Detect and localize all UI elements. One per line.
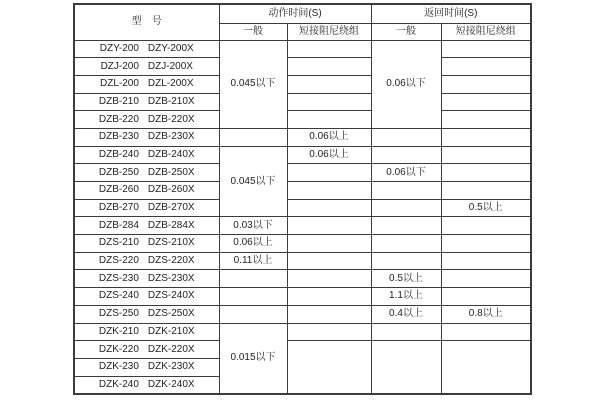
- return-general-cell: [371, 235, 441, 253]
- return-damping-cell: [441, 93, 531, 111]
- action-damping-cell: [287, 288, 371, 306]
- model-cell: [74, 217, 219, 235]
- action-general-cell: 0.045以下: [219, 40, 287, 128]
- return-general-cell: 0.5以上: [371, 270, 441, 288]
- model-number-variant: DZB-220X: [147, 113, 195, 125]
- return-damping-cell: [441, 235, 531, 253]
- model-number: DZS-220: [98, 255, 139, 267]
- return-general-cell: 0.06以下: [371, 40, 441, 128]
- action-general-cell: [219, 288, 287, 306]
- model-cell: [74, 252, 219, 270]
- return-general-cell: [371, 217, 441, 235]
- action-damping-cell: [287, 341, 371, 394]
- action-damping-cell: [287, 252, 371, 270]
- model-number-variant: DZB-284X: [147, 219, 195, 231]
- model-cell: [74, 199, 219, 217]
- header-return-damping: 短接阻尼绕组: [441, 23, 531, 40]
- return-damping-cell: [441, 58, 531, 76]
- model-number: DZB-270: [98, 202, 139, 214]
- header-action-general: 一般: [219, 23, 287, 40]
- table-row: [74, 58, 531, 76]
- model-number-variant: DZS-230X: [147, 272, 195, 284]
- model-number: DZK-240: [98, 378, 139, 390]
- table-row: [74, 217, 531, 235]
- return-damping-cell: 0.5以上: [441, 199, 531, 217]
- model-number: DZK-230: [98, 361, 139, 373]
- return-damping-cell: [441, 75, 531, 93]
- header-model: 型 号: [74, 4, 219, 40]
- return-damping-cell: 0.8以上: [441, 305, 531, 323]
- action-general-cell: 0.03以下: [219, 217, 287, 235]
- model-cell: [74, 75, 219, 93]
- action-general-cell: [219, 128, 287, 146]
- return-damping-cell: [441, 217, 531, 235]
- action-damping-cell: 0.06以上: [287, 128, 371, 146]
- model-cell: [74, 40, 219, 58]
- return-general-cell: [371, 341, 441, 394]
- model-number: DZS-240: [98, 290, 139, 302]
- action-general-cell: 0.11以上: [219, 252, 287, 270]
- model-number-variant: DZL-200X: [147, 78, 194, 90]
- table-row: [74, 270, 531, 288]
- model-number-variant: DZY-200X: [147, 42, 194, 54]
- header-return-time: 返回时间(S): [371, 4, 531, 23]
- return-general-cell: [371, 323, 441, 341]
- model-number-variant: DZS-220X: [147, 255, 195, 267]
- return-general-cell: [371, 146, 441, 164]
- return-damping-cell: [441, 252, 531, 270]
- model-number-variant: DZB-250X: [147, 166, 195, 178]
- return-damping-cell: [441, 111, 531, 129]
- model-cell: [74, 93, 219, 111]
- action-damping-cell: 0.06以上: [287, 146, 371, 164]
- header-return-general: 一般: [371, 23, 441, 40]
- model-number: DZK-220: [98, 343, 139, 355]
- model-cell: [74, 164, 219, 182]
- action-damping-cell: [287, 305, 371, 323]
- model-number-variant: DZK-230X: [147, 361, 195, 373]
- action-damping-cell: [287, 270, 371, 288]
- return-damping-cell: [441, 323, 531, 341]
- model-number-variant: DZJ-200X: [147, 60, 193, 72]
- model-cell: [74, 235, 219, 253]
- model-number-variant: DZS-240X: [147, 290, 195, 302]
- action-damping-cell: [287, 111, 371, 129]
- return-damping-cell: [441, 288, 531, 306]
- model-number-variant: DZS-250X: [147, 308, 195, 320]
- return-general-cell: [371, 128, 441, 146]
- return-damping-cell: [441, 341, 531, 394]
- action-damping-cell: [287, 40, 371, 58]
- model-number: DZL-200: [100, 78, 139, 90]
- action-damping-cell: [287, 93, 371, 111]
- return-damping-cell: [441, 128, 531, 146]
- model-number: DZB-250: [98, 166, 139, 178]
- model-number: DZB-240: [98, 148, 139, 160]
- model-number: DZB-284: [98, 219, 139, 231]
- model-number: DZJ-200: [100, 60, 139, 72]
- model-number-variant: DZK-210X: [147, 325, 195, 337]
- model-cell: [74, 288, 219, 306]
- model-cell: [74, 182, 219, 200]
- model-number-variant: DZB-210X: [147, 95, 195, 107]
- return-general-cell: [371, 199, 441, 217]
- table-row: [74, 252, 531, 270]
- table-row: [74, 305, 531, 323]
- model-cell: [74, 323, 219, 341]
- action-general-cell: 0.06以上: [219, 235, 287, 253]
- model-number-variant: DZK-240X: [147, 378, 195, 390]
- action-damping-cell: [287, 199, 371, 217]
- action-general-cell: 0.015以下: [219, 323, 287, 394]
- model-cell: [74, 111, 219, 129]
- model-cell: [74, 305, 219, 323]
- return-damping-cell: [441, 40, 531, 58]
- table-row: [74, 341, 531, 359]
- return-damping-cell: [441, 146, 531, 164]
- model-number: DZB-260: [98, 184, 139, 196]
- return-damping-cell: [441, 164, 531, 182]
- model-number-variant: DZB-260X: [147, 184, 195, 196]
- model-number: DZB-220: [98, 113, 139, 125]
- table-row: [74, 288, 531, 306]
- table-row: [74, 323, 531, 341]
- action-damping-cell: [287, 323, 371, 341]
- action-general-cell: [219, 305, 287, 323]
- model-number: DZB-230: [98, 131, 139, 143]
- return-general-cell: 0.06以下: [371, 164, 441, 182]
- action-damping-cell: [287, 58, 371, 76]
- model-cell: [74, 376, 219, 394]
- model-number-variant: DZB-270X: [147, 202, 195, 214]
- action-damping-cell: [287, 75, 371, 93]
- return-general-cell: [371, 182, 441, 200]
- model-number: DZK-210: [98, 325, 139, 337]
- model-cell: [74, 58, 219, 76]
- table-row: [74, 164, 531, 182]
- table-row: [74, 75, 531, 93]
- model-number: DZB-210: [98, 95, 139, 107]
- model-number: DZS-250: [98, 308, 139, 320]
- action-damping-cell: [287, 164, 371, 182]
- table-row: [74, 128, 531, 146]
- model-cell: [74, 358, 219, 376]
- relay-spec-table: [73, 3, 532, 395]
- action-damping-cell: [287, 217, 371, 235]
- table-row: [74, 182, 531, 200]
- action-damping-cell: [287, 182, 371, 200]
- return-damping-cell: [441, 182, 531, 200]
- model-number-variant: DZS-210X: [147, 237, 195, 249]
- action-general-cell: 0.045以下: [219, 146, 287, 217]
- model-number: DZS-230: [98, 272, 139, 284]
- model-number-variant: DZB-230X: [147, 131, 195, 143]
- table-row: [74, 146, 531, 164]
- header-action-damping: 短接阻尼绕组: [287, 23, 371, 40]
- header-action-time: 动作时间(S): [219, 4, 371, 23]
- model-number-variant: DZB-240X: [147, 148, 195, 160]
- return-general-cell: 1.1以上: [371, 288, 441, 306]
- model-number: DZS-210: [98, 237, 139, 249]
- table-row: [74, 40, 531, 58]
- model-number: DZY-200: [99, 42, 139, 54]
- model-cell: [74, 146, 219, 164]
- return-general-cell: [371, 252, 441, 270]
- action-damping-cell: [287, 235, 371, 253]
- table-row: [74, 235, 531, 253]
- model-number-variant: DZK-220X: [147, 343, 195, 355]
- table-row: [74, 199, 531, 217]
- action-general-cell: [219, 270, 287, 288]
- return-damping-cell: [441, 270, 531, 288]
- table-header: [74, 4, 531, 40]
- table-row: [74, 111, 531, 129]
- return-general-cell: 0.4以上: [371, 305, 441, 323]
- model-cell: [74, 128, 219, 146]
- table-row: [74, 93, 531, 111]
- table-body: [74, 40, 531, 394]
- model-cell: [74, 341, 219, 359]
- model-cell: [74, 270, 219, 288]
